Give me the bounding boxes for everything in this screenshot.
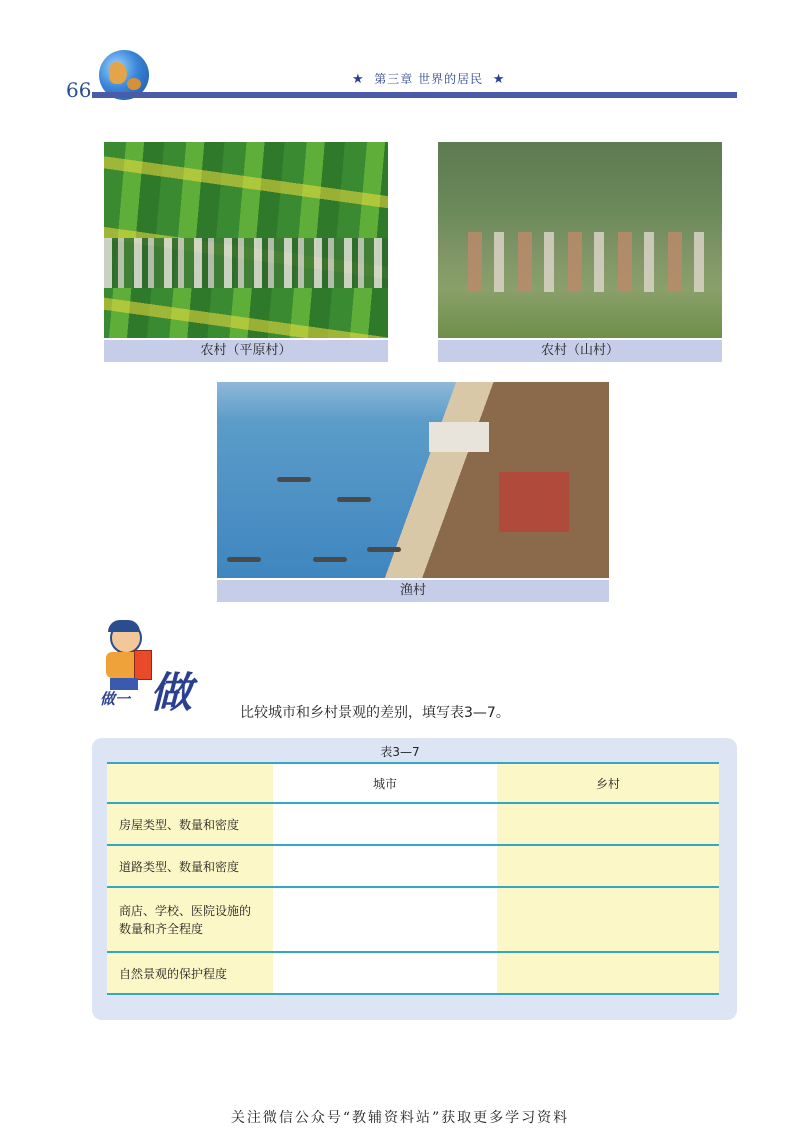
village-houses-shape xyxy=(468,232,718,292)
building-shape xyxy=(429,422,489,452)
table-row xyxy=(107,845,719,887)
photo-caption: 农村（平原村） xyxy=(104,340,388,362)
table-row xyxy=(107,887,719,952)
photo-caption: 农村（山村） xyxy=(438,340,722,362)
activity-instruction: 比较城市和乡村景观的差别，填写表3—7。 xyxy=(240,705,510,721)
boat-shape xyxy=(227,557,261,562)
shore-shape xyxy=(369,382,609,578)
table-header-cell xyxy=(107,763,273,803)
photo-fishing-village xyxy=(217,382,609,602)
table-title: 表3—7 xyxy=(380,745,420,759)
comparison-table xyxy=(107,762,719,995)
row-label: 自然景观的保护程度 xyxy=(107,952,273,994)
student-mascot-icon xyxy=(98,622,156,690)
village-answer-cell[interactable] xyxy=(497,803,719,845)
building-shape xyxy=(499,472,569,532)
table-header-village: 乡村 xyxy=(497,763,719,803)
page-number: 66 xyxy=(66,78,92,102)
chapter-header xyxy=(352,70,505,87)
village-answer-cell[interactable] xyxy=(497,845,719,887)
photo-mountain-village xyxy=(438,142,722,362)
photo-caption: 渔村 xyxy=(217,580,609,602)
activity-label-small: 做一 xyxy=(100,690,131,708)
globe-land-shape xyxy=(109,62,127,84)
row-label: 商店、学校、医院设施的数量和齐全程度 xyxy=(107,887,273,952)
table-row xyxy=(107,803,719,845)
boat-shape xyxy=(277,477,311,482)
row-label: 道路类型、数量和密度 xyxy=(107,845,273,887)
boat-shape xyxy=(367,547,401,552)
village-answer-cell[interactable] xyxy=(497,952,719,994)
row-label: 房屋类型、数量和密度 xyxy=(107,803,273,845)
photo-plain-village xyxy=(104,142,388,362)
star-icon: ★ xyxy=(492,72,506,87)
header-rule xyxy=(92,92,737,98)
table-header-row xyxy=(107,763,719,803)
boat-shape xyxy=(313,557,347,562)
star-icon: ★ xyxy=(352,72,365,87)
table-header-city: 城市 xyxy=(273,763,497,803)
footer-note: 关注微信公众号“教辅资料站”获取更多学习资料 xyxy=(230,1110,570,1126)
city-answer-cell[interactable] xyxy=(273,887,497,952)
chapter-title: 第三章 世界的居民 xyxy=(374,72,484,86)
boat-shape xyxy=(337,497,371,502)
village-houses-shape xyxy=(104,238,388,288)
village-answer-cell[interactable] xyxy=(497,887,719,952)
city-answer-cell[interactable] xyxy=(273,952,497,994)
city-answer-cell[interactable] xyxy=(273,845,497,887)
table-row xyxy=(107,952,719,994)
mascot-cap xyxy=(108,620,140,632)
activity-label-big: 做 xyxy=(150,668,193,717)
city-answer-cell[interactable] xyxy=(273,803,497,845)
globe-land-shape xyxy=(127,78,141,90)
